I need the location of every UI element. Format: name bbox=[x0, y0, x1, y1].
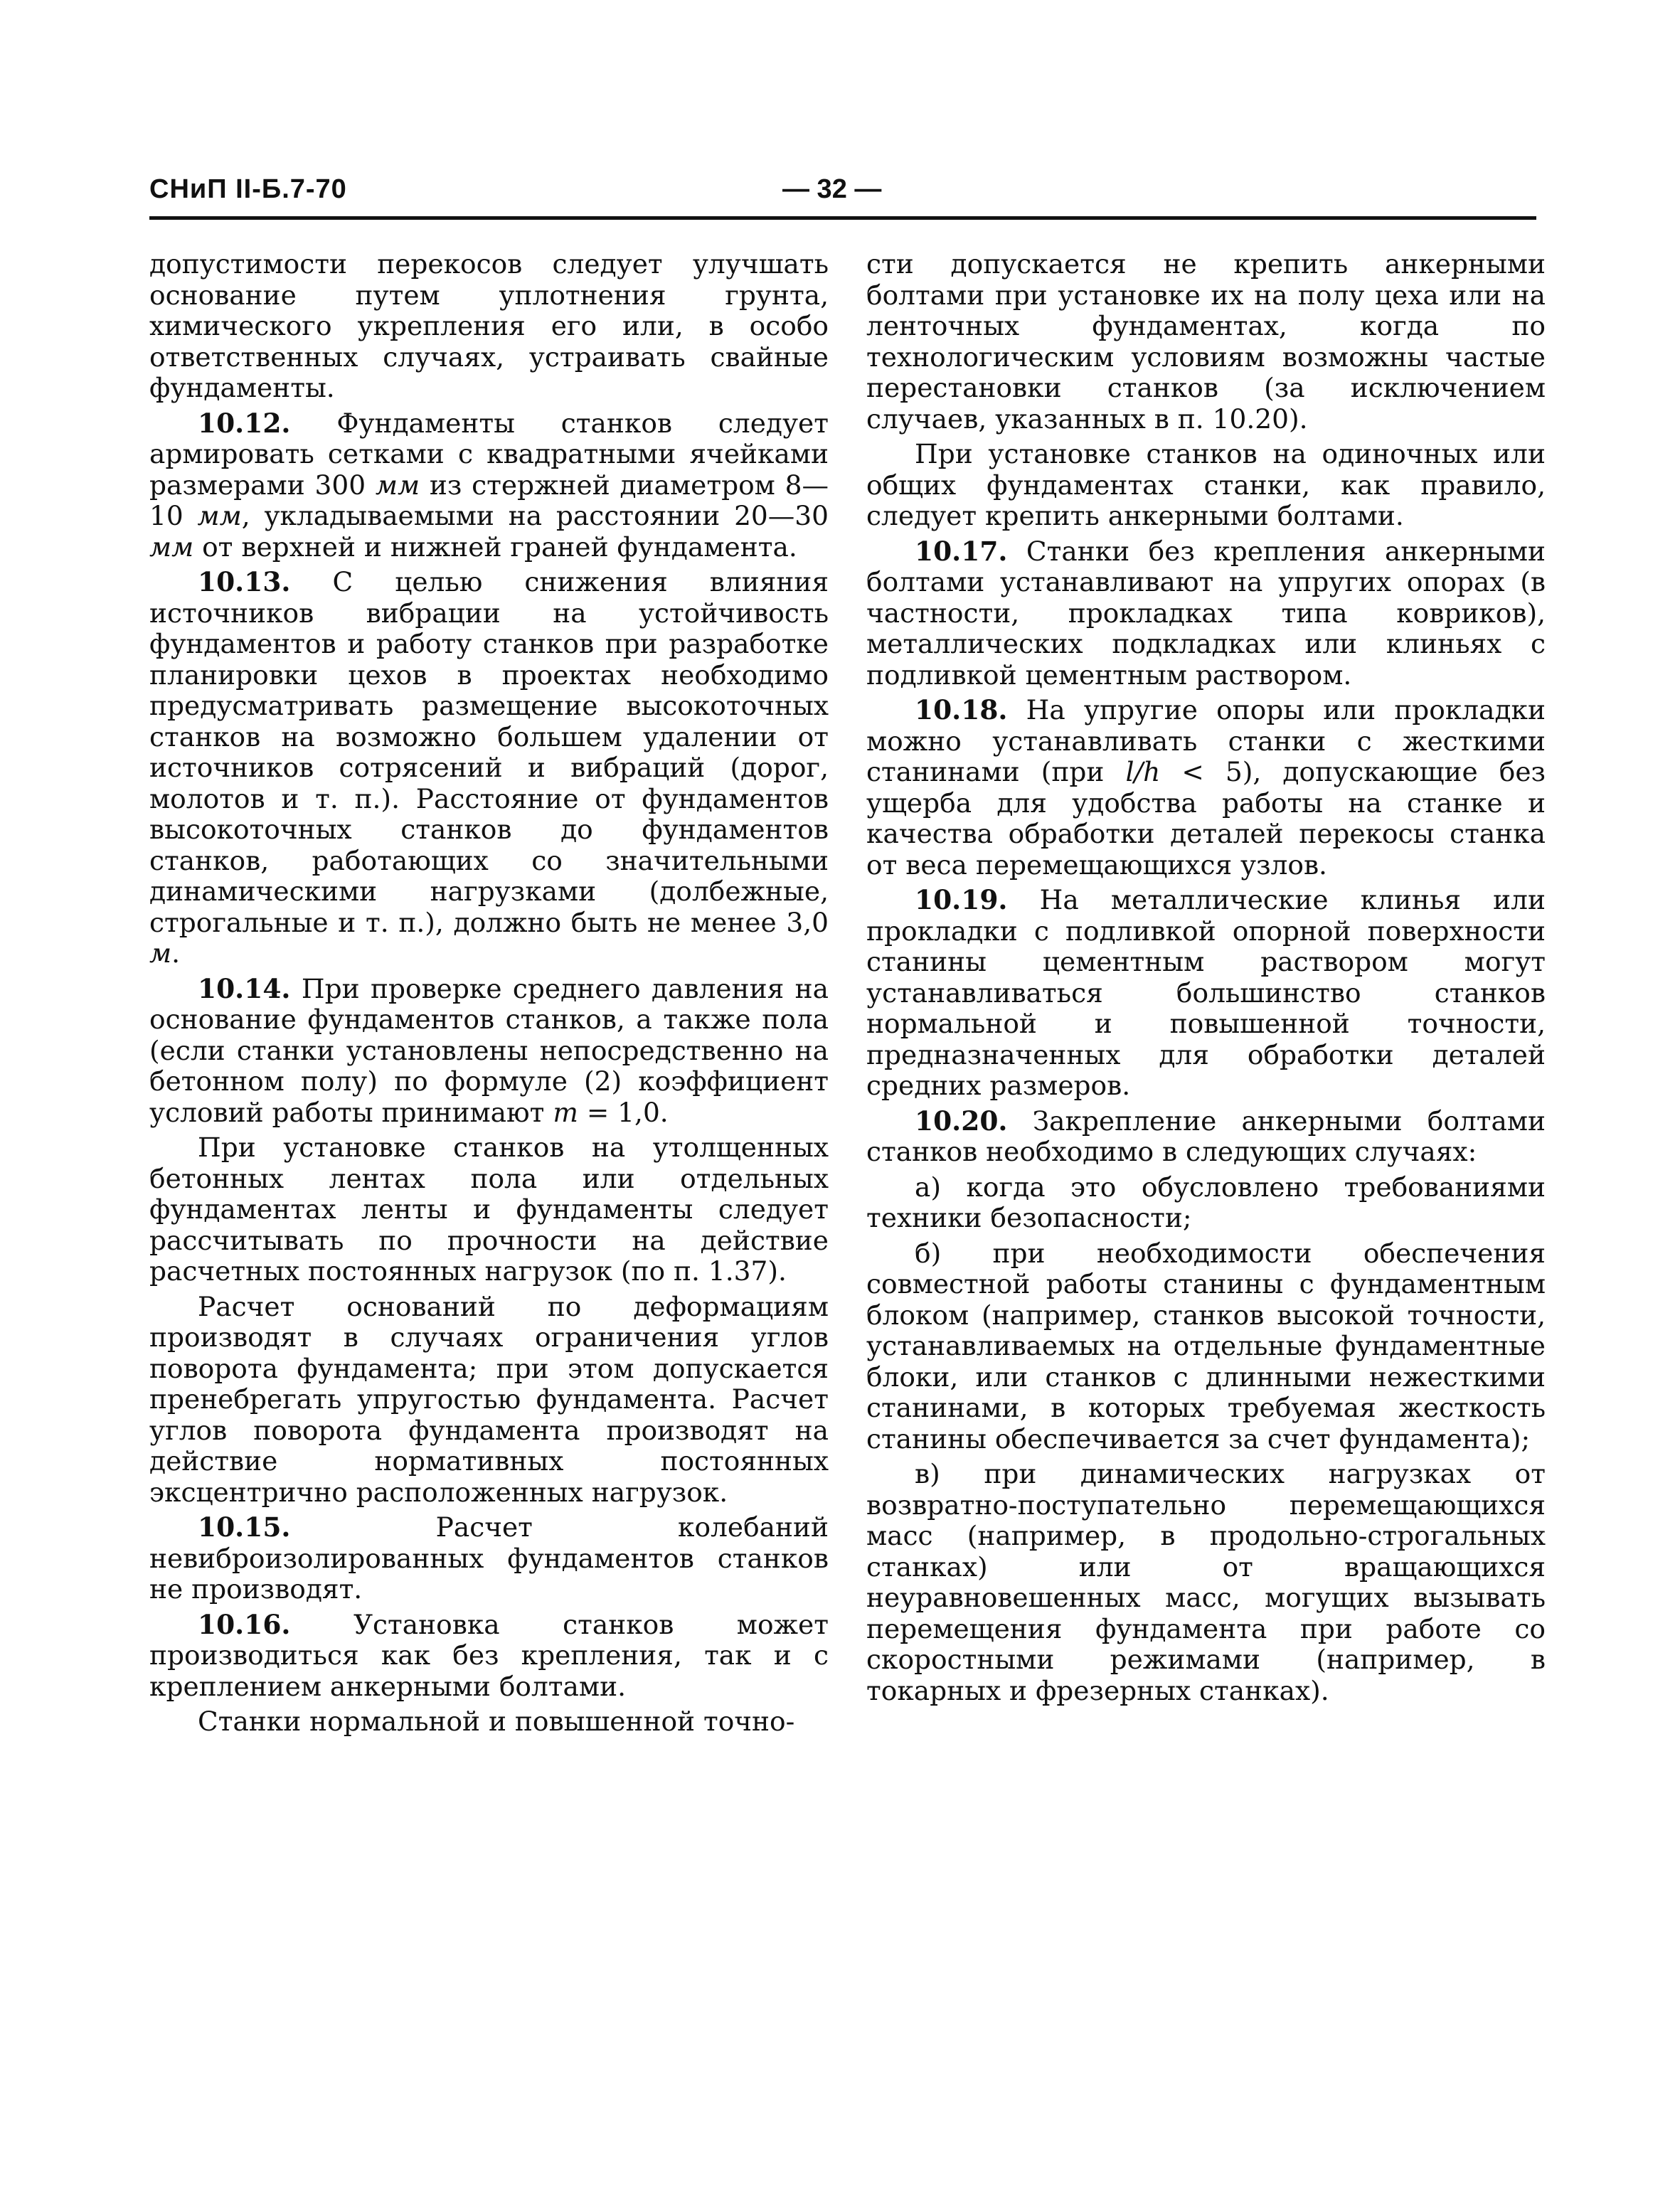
paragraph: Станки нормальной и повышенной точно- bbox=[198, 1706, 795, 1737]
clause-10-15 bbox=[149, 1512, 829, 1605]
clause-number: 10.19. bbox=[915, 884, 1008, 915]
clause-number: 10.16. bbox=[198, 1608, 291, 1640]
clause-number: 10.12. bbox=[198, 407, 291, 439]
clause-text: < 5), допускающие без ущерба для удобства работы на станке и качества обработки деталей перекосы станка от веса перемещающихся узлов. bbox=[866, 756, 1546, 881]
paragraph: Расчет оснований по деформациям производят в случаях ограничения углов поворота фундамента; при этом допускается пренебрегать упругостью фундамента. Расчет углов поворота фундамента производят на действие нормативных постоянных эксцентрично расположенных нагрузок. bbox=[149, 1290, 829, 1508]
clause-10-18 bbox=[866, 695, 1546, 881]
clause-text: На упругие опоры или прокладки можно устанавливать станки с жесткими станинами (при bbox=[866, 694, 1546, 787]
clause-number: 10.13. bbox=[198, 566, 291, 597]
list-item: в) при динамических нагрузках от возвратно-поступательно перемещающихся масс (например, в продольно-строгальных станках) или от вращающихся неуравновешенных масс, могущих вызывать перемещения фундамента при работе со скоростными режимами (например, в токарных и фрезерных станках). bbox=[866, 1458, 1546, 1706]
list-item: а) когда это обусловлено требованиями техники безопасности; bbox=[866, 1171, 1546, 1233]
left-column bbox=[149, 249, 829, 1742]
list-item: б) при необходимости обеспечения совместной работы станины с фундаментным блоком (например, станков высокой точности, устанавливаемых на отдельные фундаментные блоки, или станков с длинными нежесткими станинами, в которых требуемая жесткость станины обеспечивается за счет фундамента); bbox=[866, 1237, 1546, 1455]
clause-number: 10.20. bbox=[915, 1105, 1008, 1137]
clause-text: С целью снижения влияния источников вибрации на устойчивость фундаментов и работу станков при разработке планировки цехов в проектах необходимо предусматривать размещение высокоточных станков на возможно большем удалении от источников сотрясений и вибраций (дорог, молотов и т. п.). Расстояние от фундаментов высокоточных станков до фундаментов станков, работающих со значительными динамическими нагрузками (долбежные, строгальные и т. п.), должно быть не менее 3,0 bbox=[149, 566, 829, 938]
paragraph: допустимости перекосов следует улучшать основание путем уплотнения грунта, химического укрепления его или, в особо ответственных случаях, устраивать свайные фундаменты. bbox=[149, 248, 829, 403]
clause-text: Установка станков может производиться как без крепления, так и с креплением анкерными болтами. bbox=[149, 1608, 829, 1702]
clause-text: Расчет колебаний невиброизолированных фундаментов станков не производят. bbox=[149, 1511, 829, 1605]
page-header bbox=[149, 174, 1536, 214]
clause-text: Фундаменты станков следует армировать сетками с квадратными ячейками размерами 300 bbox=[149, 407, 829, 501]
symbol: l/h bbox=[1125, 756, 1161, 787]
clause-10-13 bbox=[149, 567, 829, 969]
clause-number: 10.14. bbox=[198, 972, 291, 1004]
right-column bbox=[866, 249, 1546, 1711]
clause-10-20 bbox=[866, 1106, 1546, 1168]
clause-text: от верхней и нижней граней фундамента. bbox=[193, 531, 797, 563]
header-rule bbox=[149, 216, 1536, 220]
clause-text: Станки без крепления анкерными болтами устанавливают на упругих опорах (в частности, прокладках типа ковриков), металлических подкладках или клиньях с подливкой цементным раствором. bbox=[866, 535, 1546, 691]
unit: мм bbox=[197, 500, 242, 531]
clause-number: 10.17. bbox=[915, 535, 1008, 567]
clause-text: = 1,0. bbox=[578, 1096, 669, 1128]
unit: м bbox=[149, 937, 172, 969]
clause-10-12 bbox=[149, 408, 829, 563]
clause-10-19 bbox=[866, 885, 1546, 1102]
paragraph: При установке станков на утолщенных бетонных лентах пола или отдельных фундаментах ленты и фундаменты следует рассчитывать по прочности на действие расчетных постоянных нагрузок (по п. 1.37). bbox=[149, 1132, 829, 1287]
clause-number: 10.18. bbox=[915, 694, 1008, 725]
paragraph: При установке станков на одиночных или общих фундаментах станки, как правило, следует крепить анкерными болтами. bbox=[866, 438, 1546, 531]
symbol: m bbox=[553, 1096, 578, 1128]
page-number: — 32 — bbox=[782, 174, 882, 204]
document-code: СНиП II-Б.7-70 bbox=[149, 174, 347, 204]
clause-text: При проверке среднего давления на основание фундаментов станков, а также пола (если станки установлены непосредственно на бетонном полу) по формуле (2) коэффициент условий работы принимают bbox=[149, 972, 829, 1128]
unit: мм bbox=[375, 469, 420, 501]
unit: мм bbox=[149, 531, 194, 563]
clause-number: 10.15. bbox=[198, 1511, 291, 1543]
clause-text: Закрепление анкерными болтами станков необходимо в следующих случаях: bbox=[866, 1105, 1546, 1167]
clause-text: , укладываемыми на расстоянии 20—30 bbox=[241, 500, 829, 531]
clause-10-17 bbox=[866, 536, 1546, 691]
clause-10-14 bbox=[149, 974, 829, 1129]
clause-text: На металлические клинья или прокладки с подливкой опорной поверхности станины цементным раствором могут устанавливаться большинство станков нормальной и повышенной точности, предназначенных для обработки деталей средних размеров. bbox=[866, 884, 1546, 1101]
clause-10-16 bbox=[149, 1610, 829, 1703]
paragraph: сти допускается не крепить анкерными болтами при установке их на полу цеха или на ленточных фундаментах, когда по технологическим условиям возможны частые перестановки станков (за исключением случаев, указанных в п. 10.20). bbox=[866, 248, 1546, 435]
clause-text: из стержней диаметром 8—10 bbox=[149, 469, 829, 531]
clause-text: . bbox=[171, 937, 181, 969]
